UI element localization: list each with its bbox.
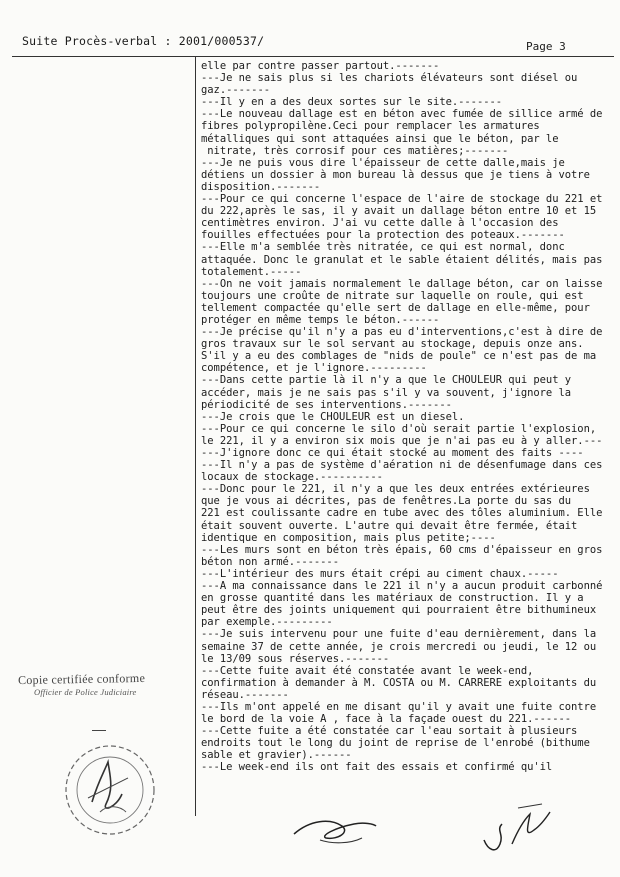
body-line: elle par contre passer partout.------- <box>201 60 440 72</box>
body-line: métalliques qui sont attaquées ainsi que le béton, par le <box>201 132 559 145</box>
body-line: identique en composition, mais plus petite;---- <box>201 531 496 544</box>
body-line: détiens un dossier à mon bureau là dessus que je tiens à votre <box>201 168 590 181</box>
body-line: réseau.------- <box>201 688 289 701</box>
body-line: ---Les murs sont en béton très épais, 60 cms d'épaisseur en gros <box>201 543 603 556</box>
body-line: ---Dans cette partie là il n'y a que le CHOULEUR qui peut y <box>201 374 572 387</box>
document-body <box>201 60 617 774</box>
body-line: ---Ils m'ont appelé en me disant qu'il y avait une fuite contre <box>201 700 597 713</box>
body-line: gros travaux sur le sol servant au stockage, depuis onze ans. <box>201 338 584 351</box>
body-line: ---A ma connaissance dans le 221 il n'y a aucun produit carbonné <box>201 580 603 593</box>
body-line: attaquée. Donc le granulat et le sable étaient délités, mais pas <box>201 253 603 266</box>
body-line: peut être des joints uniquement qui pourraient être bithumineux <box>201 604 597 617</box>
body-line: accéder, mais je ne sais pas s'il y va souvent, j'ignore la <box>201 386 572 399</box>
body-line: ---Cette fuite avait été constatée avant le week-end, <box>201 664 534 677</box>
body-line: ---Cette fuite a été constatée car l'eau sortait à plusieurs <box>201 725 578 738</box>
official-seal-stamp <box>62 742 158 838</box>
body-line: sable et gravier).------ <box>201 749 352 762</box>
body-line: ---L'intérieur des murs était crépi au ciment chaux.----- <box>201 567 559 580</box>
body-line: ---Il n'y a pas de système d'aération ni de désenfumage dans ces <box>201 459 603 472</box>
body-line: locaux de stockage.---------- <box>201 471 383 484</box>
body-line: fouilles effectuées pour la protection des poteaux.------- <box>201 229 565 242</box>
body-line: semaine 37 de cette année, je crois mercredi ou jeudi, le 12 ou <box>201 640 597 653</box>
body-line: endroits tout le long du joint de reprise de l'enrobé (bithume <box>201 737 590 750</box>
body-line: ---J'ignore donc ce qui était stocké au moment des faits ---- <box>201 447 584 459</box>
body-line: le bord de la voie A , face à la façade ouest du 221.------ <box>201 713 572 726</box>
body-line: ---Le nouveau dallage est en béton avec fumée de sillice armé de <box>201 108 603 121</box>
body-line: ---Pour ce qui concerne l'espace de l'aire de stockage du 221 et <box>201 193 603 206</box>
body-line: ---Je ne puis vous dire l'épaisseur de cette dalle,mais je <box>201 156 565 169</box>
body-line: périodicité de ses interventions.------- <box>201 398 452 411</box>
body-line: ---Je précise qu'il n'y a pas eu d'interventions,c'est à dire de <box>201 326 603 339</box>
body-line: du 222,après le sas, il y avait un dallage béton entre 10 et 15 <box>201 205 597 218</box>
body-line: ---Il y en a des deux sortes sur le site.------- <box>201 96 503 109</box>
header-rule <box>12 56 614 57</box>
page-number: Page 3 <box>526 40 566 53</box>
body-line: gaz.------- <box>201 84 270 97</box>
body-line: tellement compactée qu'elle sert de dallage en elle-même, pour <box>201 301 590 314</box>
body-line: par exemple.--------- <box>201 616 333 629</box>
body-line: confirmation à demander à M. COSTA ou M. CARRERE exploitants du <box>201 676 597 689</box>
margin-dash <box>92 730 106 731</box>
body-line: ---Je crois que le CHOULEUR est un diesel. <box>201 410 465 423</box>
body-line: 221 est coulissante cadre en tube avec des tôles aluminium. Elle <box>201 507 603 520</box>
body-line: totalement.----- <box>201 265 302 278</box>
body-line: protéger en même temps le béton.------ <box>201 313 440 326</box>
body-line: le 13/09 sous réserves.------- <box>201 652 390 665</box>
certification-stamp-subtitle: Officier de Police Judiciaire <box>34 687 137 697</box>
body-line: ---Le week-end ils ont fait des essais et confirmé qu'il <box>201 761 553 774</box>
body-line: compétence, et je l'ignore.--------- <box>201 362 427 375</box>
body-line: ---Je suis intervenu pour une fuite d'eau dernièrement, dans la <box>201 628 597 641</box>
body-line: disposition.------- <box>201 180 321 193</box>
body-line: toujours une croûte de nitrate sur laquelle on roule, qui est <box>201 289 584 302</box>
body-line: S'il y a eu des comblages de "nids de poule" ce n'est pas de ma <box>201 350 597 363</box>
body-line: en grosse quantité dans les matériaux de construction. Il y a <box>201 592 584 605</box>
body-line: nitrate, très corrosif pour ces matières;------- <box>201 144 509 157</box>
page-header-left: Suite Procès-verbal : 2001/000537/ <box>22 34 265 48</box>
body-line: que je vous ai décrites, pas de fenêtres.La porte du sas du <box>201 495 572 508</box>
body-line: ---Je ne sais plus si les chariots élévateurs sont diésel ou <box>201 72 578 85</box>
body-line: fibres polypropilène.Ceci pour remplacer les armatures <box>201 120 540 133</box>
handwritten-signature-right <box>478 800 558 860</box>
body-line: béton non armé.------- <box>201 555 339 568</box>
body-line: était souvent ouverte. L'autre qui devait être fermée, était <box>201 519 578 532</box>
certification-stamp: Copie certifiée conforme <box>17 670 146 688</box>
margin-rule <box>195 56 196 816</box>
body-line: ---Donc pour le 221, il n'y a que les deux entrées extérieures <box>201 483 590 496</box>
body-line: le 221, il y a environ six mois que je n'ai pas eu à y aller.--- <box>201 434 603 447</box>
handwritten-signature-left <box>290 800 380 850</box>
body-line: ---Pour ce qui concerne le silo d'où serait partie l'explosion, <box>201 422 597 435</box>
body-line: ---Elle m'a semblée très nitratée, ce qui est normal, donc <box>201 241 565 254</box>
body-line: ---On ne voit jamais normalement le dallage béton, car on laisse <box>201 277 603 290</box>
body-line: centimètres environ. J'ai vu cette dalle à l'occasion des <box>201 217 559 230</box>
